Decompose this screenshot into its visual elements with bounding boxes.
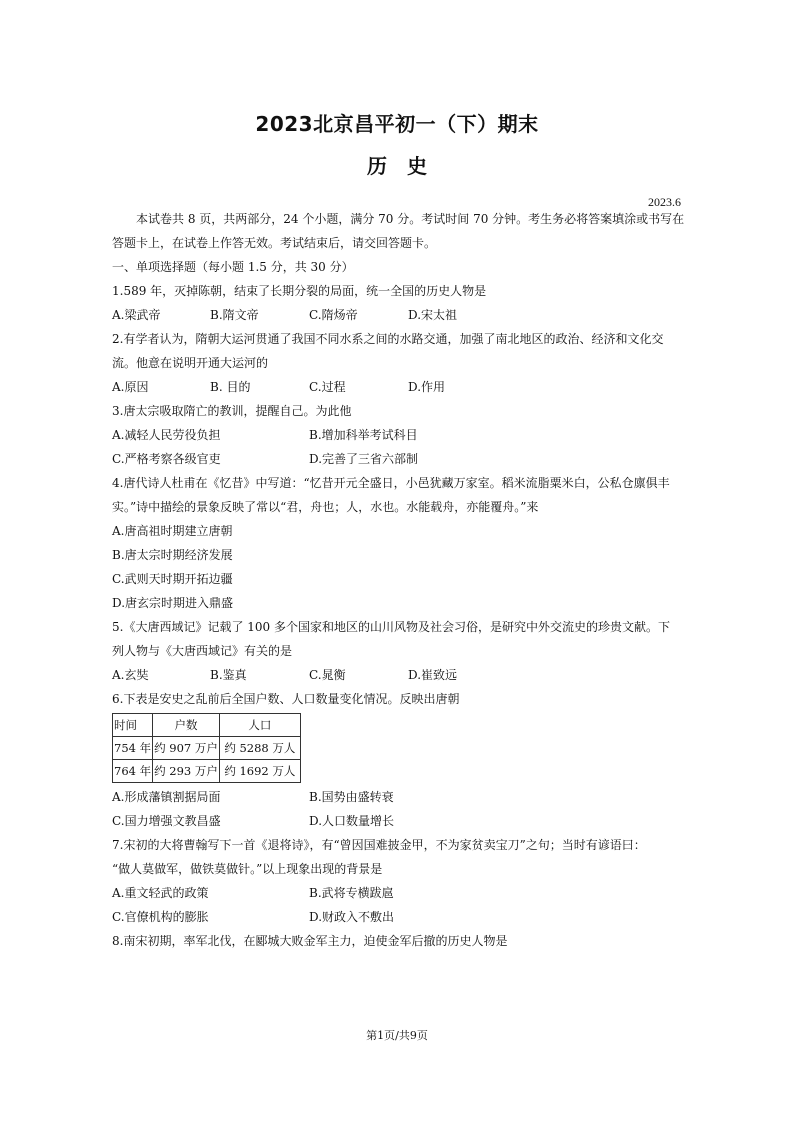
q4-option-b: B.唐太宗时期经济发展 [112, 548, 233, 562]
table-header-cell: 时间 [113, 714, 153, 737]
table-cell: 约 293 万户 [153, 760, 220, 783]
q1-option-d: D.宋太祖 [408, 308, 458, 322]
question-4-stem-2: 实。”诗中描绘的景象反映了常以“君，舟也；人，水也。水能载舟，亦能覆舟。”来 [112, 500, 539, 514]
q2-option-d: D.作用 [408, 380, 446, 394]
table-header-cell: 户数 [153, 714, 220, 737]
question-1-stem: 1.589 年，灭掉陈朝，结束了长期分裂的局面，统一全国的历史人物是 [112, 284, 487, 298]
question-3-stem: 3.唐太宗吸取隋亡的教训，提醒自己。为此他 [112, 404, 352, 418]
q2-option-b: B. 目的 [210, 380, 251, 394]
table-row [113, 760, 301, 783]
q4-option-a: A.唐高祖时期建立唐朝 [112, 524, 233, 538]
q2-option-c: C.过程 [309, 380, 346, 394]
q7-option-d: D.财政入不敷出 [309, 910, 395, 924]
q3-option-a: A.减轻人民劳役负担 [112, 428, 221, 442]
exam-title: 2023北京昌平初一（下）期末 [255, 112, 539, 136]
q6-option-c: C.国力增强文教昌盛 [112, 814, 221, 828]
question-7-stem-2: “做人莫做军，做铁莫做针。”以上现象出现的背景是 [112, 862, 383, 876]
table-cell: 约 907 万户 [153, 737, 220, 760]
population-table [112, 713, 301, 783]
intro-line-2: 答题卡上，在试卷上作答无效。考试结束后，请交回答题卡。 [112, 236, 437, 250]
question-2-stem-2: 流。他意在说明开通大运河的 [112, 356, 269, 370]
question-2-stem-1: 2.有学者认为，隋朝大运河贯通了我国不同水系之间的水路交通，加强了南北地区的政治、经济和文化交 [112, 332, 664, 346]
q3-option-c: C.严格考察各级官吏 [112, 452, 221, 466]
q3-option-d: D.完善了三省六部制 [309, 452, 419, 466]
question-7-stem-1: 7.宋初的大将曹翰写下一首《退将诗》，有“曾因国难披金甲，不为家贫卖宝刀”之句；当时有谚语曰： [112, 838, 646, 852]
q2-option-a: A.原因 [112, 380, 149, 394]
q3-option-b: B.增加科举考试科目 [309, 428, 418, 442]
q7-option-c: C.官僚机构的膨胀 [112, 910, 209, 924]
question-4-stem-1: 4.唐代诗人杜甫在《忆昔》中写道：“忆昔开元全盛日，小邑犹藏万家室。稻米流脂粟米白，公私仓廪俱丰 [112, 476, 670, 490]
q7-option-a: A.重文轻武的政策 [112, 886, 209, 900]
table-cell: 764 年 [113, 760, 153, 783]
q5-option-b: B.鉴真 [210, 668, 247, 682]
q7-option-b: B.武将专横跋扈 [309, 886, 394, 900]
page-footer: 第1页/共9页 [366, 1029, 428, 1042]
table-cell: 约 5288 万人 [219, 737, 300, 760]
question-6-stem: 6.下表是安史之乱前后全国户数、人口数量变化情况。反映出唐朝 [112, 692, 460, 706]
table-cell: 754 年 [113, 737, 153, 760]
q1-option-c: C.隋炀帝 [309, 308, 358, 322]
q1-option-a: A.梁武帝 [112, 308, 161, 322]
q5-option-c: C.晁衡 [309, 668, 346, 682]
q1-option-b: B.隋文帝 [210, 308, 259, 322]
intro-line-1: 本试卷共 8 页，共两部分，24 个小题，满分 70 分。考试时间 70 分钟。考生务必将答案填涂或书写在 [136, 212, 685, 226]
q5-option-d: D.崔致远 [408, 668, 458, 682]
table-row [113, 737, 301, 760]
table-header-row [113, 714, 301, 737]
table-header-cell: 人口 [219, 714, 300, 737]
q6-option-d: D.人口数量增长 [309, 814, 395, 828]
table-cell: 约 1692 万人 [219, 760, 300, 783]
question-5-stem-2: 列人物与《大唐西域记》有关的是 [112, 644, 293, 658]
question-5-stem-1: 5.《大唐西域记》记载了 100 多个国家和地区的山川风物及社会习俗，是研究中外交流史的珍贵文献。下 [112, 620, 670, 634]
q5-option-a: A.玄奘 [112, 668, 149, 682]
section-1-heading: 一、单项选择题（每小题 1.5 分，共 30 分） [112, 260, 354, 274]
question-8-stem: 8.南宋初期，率军北伐，在郾城大败金军主力，迫使金军后撤的历史人物是 [112, 934, 508, 948]
exam-subject: 历 史 [367, 154, 427, 178]
exam-date: 2023.6 [648, 195, 681, 209]
q6-option-a: A.形成藩镇割据局面 [112, 790, 221, 804]
q4-option-d: D.唐玄宗时期进入鼎盛 [112, 596, 234, 610]
q6-option-b: B.国势由盛转衰 [309, 790, 394, 804]
q4-option-c: C.武则天时期开拓边疆 [112, 572, 233, 586]
